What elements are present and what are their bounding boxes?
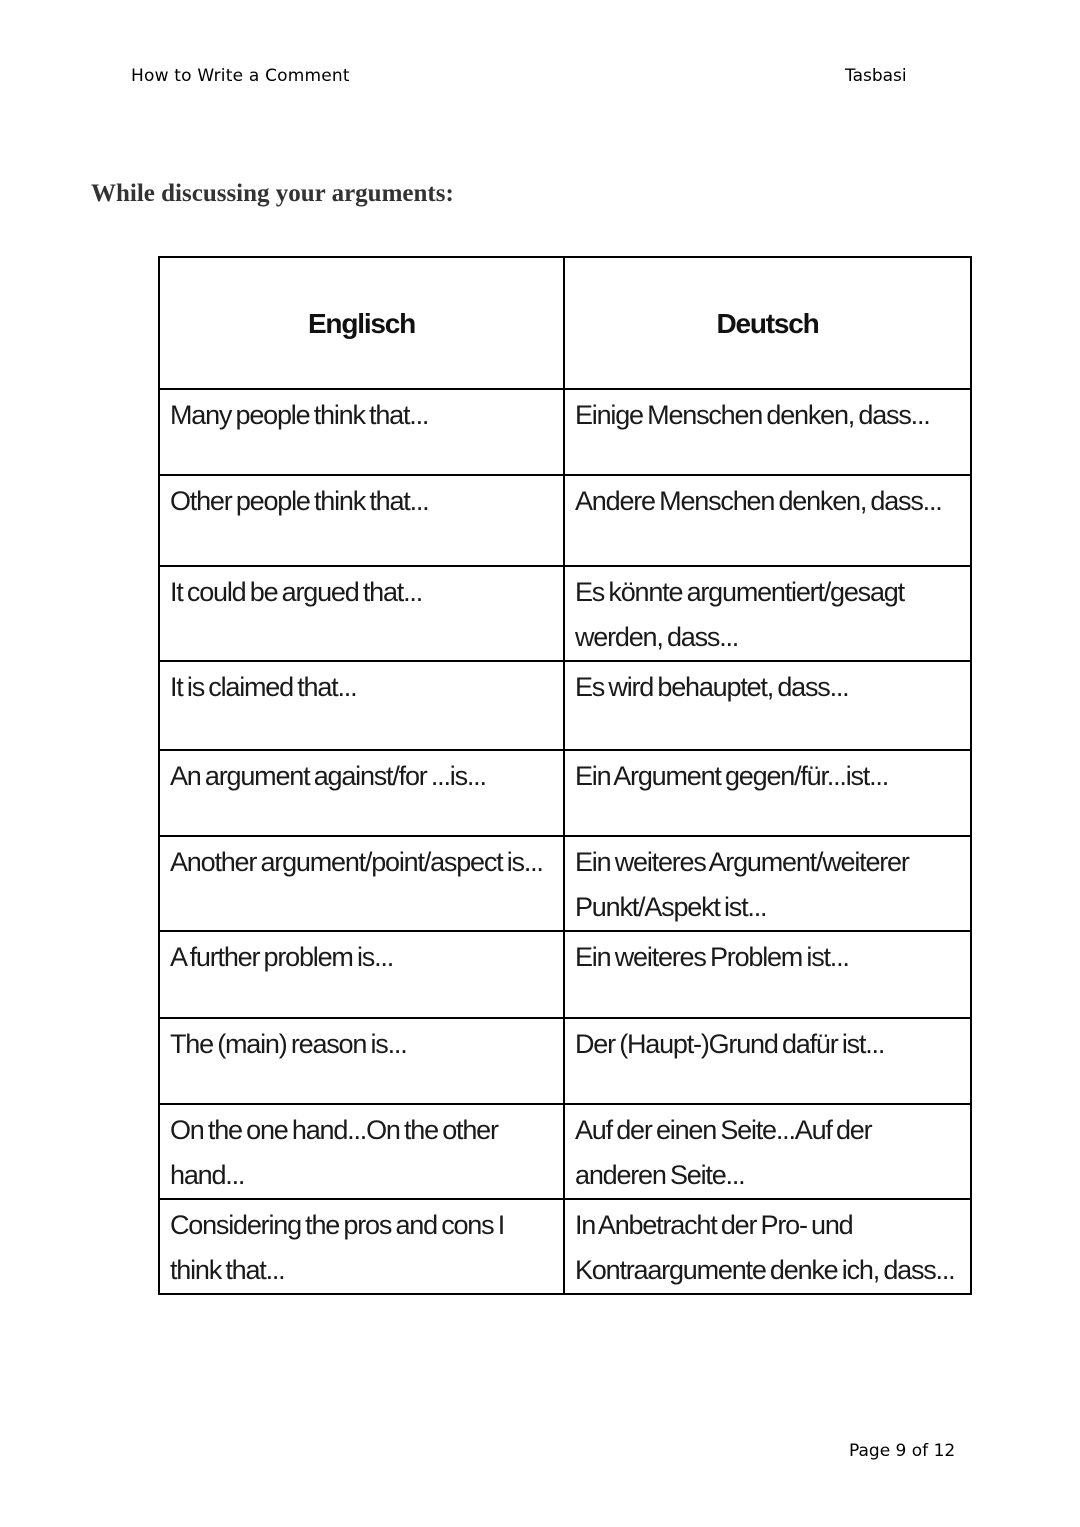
german-phrase: Einige Menschen denken, dass... [575, 400, 930, 430]
english-phrase: The (main) reason is... [170, 1029, 407, 1059]
german-phrase: Ein Argument gegen/für...ist... [575, 761, 889, 791]
english-phrase-cell [159, 475, 564, 566]
german-phrase-cell [564, 475, 971, 566]
german-phrase-cell [564, 750, 971, 836]
phrase-table [158, 256, 972, 1295]
english-phrase-cell [159, 661, 564, 750]
german-phrase: Andere Menschen denken, dass... [575, 486, 942, 516]
document-header-title: How to Write a Comment [131, 66, 350, 86]
english-phrase-cell [159, 566, 564, 661]
english-phrase-cell [159, 931, 564, 1018]
table-row [159, 836, 971, 931]
english-phrase: Considering the pros and cons I think that... [170, 1210, 505, 1285]
english-phrase: Another argument/point/aspect is... [170, 847, 543, 877]
english-phrase: On the one hand...On the other hand... [170, 1115, 498, 1190]
table-row [159, 475, 971, 566]
english-phrase-cell [159, 389, 564, 475]
german-phrase: Es könnte argumentiert/gesagt werden, dass... [575, 577, 904, 652]
table-row [159, 750, 971, 836]
table-row [159, 1018, 971, 1104]
english-phrase: An argument against/for ...is... [170, 761, 486, 791]
german-phrase: In Anbetracht der Pro- und Kontraargumente denke ich, dass... [575, 1210, 955, 1285]
table-row [159, 566, 971, 661]
german-phrase: Ein weiteres Argument/weiterer Punkt/Aspekt ist... [575, 847, 909, 922]
german-phrase-cell [564, 931, 971, 1018]
german-phrase-cell [564, 1018, 971, 1104]
table-row [159, 389, 971, 475]
english-phrase-cell [159, 836, 564, 931]
german-phrase-cell [564, 661, 971, 750]
table-header-row [159, 257, 971, 389]
table-row [159, 1199, 971, 1294]
english-phrase: Other people think that... [170, 486, 429, 516]
table-row [159, 931, 971, 1018]
english-phrase-cell [159, 1199, 564, 1294]
column-header-deutsch: Deutsch [564, 257, 971, 389]
english-phrase-cell [159, 1018, 564, 1104]
german-phrase: Ein weiteres Problem ist... [575, 942, 849, 972]
english-phrase-cell [159, 750, 564, 836]
document-header-author: Tasbasi [845, 66, 907, 86]
column-header-englisch: Englisch [159, 257, 564, 389]
table-row [159, 661, 971, 750]
german-phrase-cell [564, 1104, 971, 1199]
german-phrase-cell [564, 566, 971, 661]
page-number: Page 9 of 12 [849, 1441, 956, 1461]
german-phrase-cell [564, 1199, 971, 1294]
section-heading: While discussing your arguments: [91, 180, 454, 207]
german-phrase-cell [564, 389, 971, 475]
english-phrase: It is claimed that... [170, 672, 357, 702]
english-phrase: A further problem is... [170, 942, 394, 972]
english-phrase: Many people think that... [170, 400, 429, 430]
german-phrase: Der (Haupt-)Grund dafür ist... [575, 1029, 885, 1059]
table-row [159, 1104, 971, 1199]
english-phrase-cell [159, 1104, 564, 1199]
english-phrase: It could be argued that... [170, 577, 422, 607]
german-phrase: Es wird behauptet, dass... [575, 672, 849, 702]
german-phrase-cell [564, 836, 971, 931]
german-phrase: Auf der einen Seite...Auf der anderen Seite... [575, 1115, 872, 1190]
